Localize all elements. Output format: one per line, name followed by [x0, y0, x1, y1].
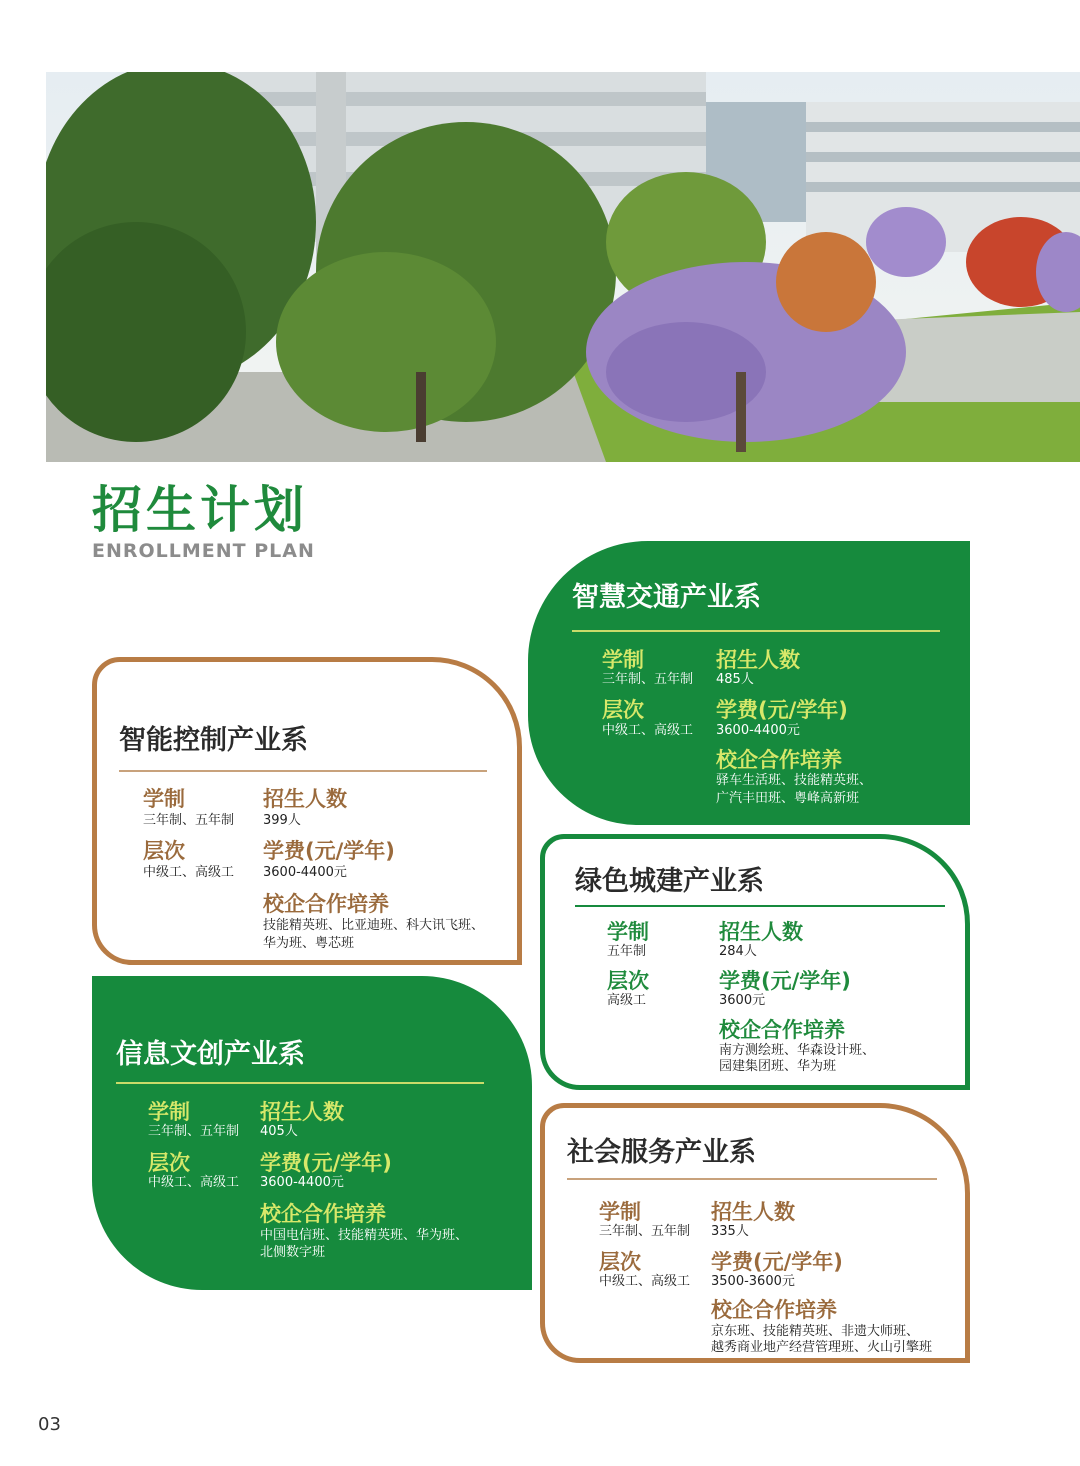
label-level: 层次: [607, 969, 649, 993]
value-partner-line1: 驿车生活班、技能精英班、: [716, 773, 873, 788]
dept-name: 社会服务产业系: [567, 1137, 756, 1168]
label-tuition: 学费(元/学年): [719, 969, 851, 993]
label-level: 层次: [602, 698, 644, 722]
label-level: 层次: [143, 839, 185, 863]
page-number: 03: [38, 1414, 61, 1435]
value-level: 中级工、高级工: [143, 865, 235, 880]
label-enrollment: 招生人数: [719, 920, 803, 944]
label-enrollment: 招生人数: [260, 1100, 344, 1124]
value-tuition: 3600-4400元: [716, 723, 800, 738]
dept-card-smart-transport: [528, 541, 970, 825]
value-tuition: 3500-3600元: [711, 1274, 795, 1289]
label-partner: 校企合作培养: [716, 748, 842, 772]
value-system: 三年制、五年制: [599, 1224, 691, 1239]
value-tuition: 3600元: [719, 993, 766, 1008]
value-level: 高级工: [607, 993, 647, 1008]
dept-card-intelligent-control: [92, 657, 522, 965]
label-tuition: 学费(元/学年): [263, 839, 395, 863]
value-partner-line2: 北侧数字班: [260, 1245, 326, 1260]
value-partner-line2: 广汽丰田班、粤峰高新班: [716, 791, 860, 806]
value-level: 中级工、高级工: [148, 1175, 240, 1190]
value-level: 中级工、高级工: [602, 723, 694, 738]
value-tuition: 3600-4400元: [263, 865, 347, 880]
value-partner-line2: 华为班、粤芯班: [263, 936, 355, 951]
value-system: 三年制、五年制: [143, 813, 235, 828]
divider: [567, 1178, 937, 1180]
value-partner-line2: 园建集团班、华为班: [719, 1059, 837, 1074]
dept-name: 绿色城建产业系: [575, 866, 764, 897]
value-tuition: 3600-4400元: [260, 1175, 344, 1190]
label-system: 学制: [599, 1200, 641, 1224]
dept-card-social-service: [540, 1103, 970, 1363]
label-system: 学制: [602, 648, 644, 672]
label-partner: 校企合作培养: [260, 1202, 386, 1226]
value-level: 中级工、高级工: [599, 1274, 691, 1289]
divider: [116, 1082, 484, 1084]
divider: [572, 630, 940, 632]
dept-card-info-creative: [92, 976, 532, 1290]
value-system: 三年制、五年制: [602, 672, 694, 687]
label-enrollment: 招生人数: [263, 787, 347, 811]
value-enrollment: 399人: [263, 813, 301, 828]
label-level: 层次: [599, 1250, 641, 1274]
label-system: 学制: [607, 920, 649, 944]
dept-name: 智能控制产业系: [119, 725, 308, 756]
label-tuition: 学费(元/学年): [711, 1250, 843, 1274]
divider: [575, 905, 945, 907]
page-title: 招生计划: [92, 481, 308, 539]
value-partner-line1: 南方测绘班、华森设计班、: [719, 1043, 876, 1058]
value-enrollment: 485人: [716, 672, 754, 687]
dept-card-green-construction: [540, 834, 970, 1090]
label-partner: 校企合作培养: [719, 1018, 845, 1042]
label-system: 学制: [148, 1100, 190, 1124]
page-subtitle: ENROLLMENT PLAN: [92, 540, 315, 562]
value-partner-line1: 技能精英班、比亚迪班、科大讯飞班、: [263, 918, 485, 933]
value-enrollment: 405人: [260, 1124, 298, 1139]
label-system: 学制: [143, 787, 185, 811]
dept-name: 信息文创产业系: [116, 1039, 305, 1070]
value-system: 五年制: [607, 944, 647, 959]
dept-name: 智慧交通产业系: [572, 582, 761, 613]
value-partner-line1: 京东班、技能精英班、非遗大师班、: [711, 1324, 920, 1339]
label-partner: 校企合作培养: [711, 1298, 837, 1322]
value-enrollment: 284人: [719, 944, 757, 959]
label-enrollment: 招生人数: [711, 1200, 795, 1224]
label-partner: 校企合作培养: [263, 892, 389, 916]
divider: [119, 770, 487, 772]
label-level: 层次: [148, 1151, 190, 1175]
value-enrollment: 335人: [711, 1224, 749, 1239]
value-system: 三年制、五年制: [148, 1124, 240, 1139]
label-enrollment: 招生人数: [716, 648, 800, 672]
label-tuition: 学费(元/学年): [260, 1151, 392, 1175]
value-partner-line1: 中国电信班、技能精英班、华为班、: [260, 1228, 469, 1243]
label-tuition: 学费(元/学年): [716, 698, 848, 722]
campus-hero-image: [46, 72, 1080, 462]
value-partner-line2: 越秀商业地产经营管理班、火山引擎班: [711, 1340, 933, 1355]
